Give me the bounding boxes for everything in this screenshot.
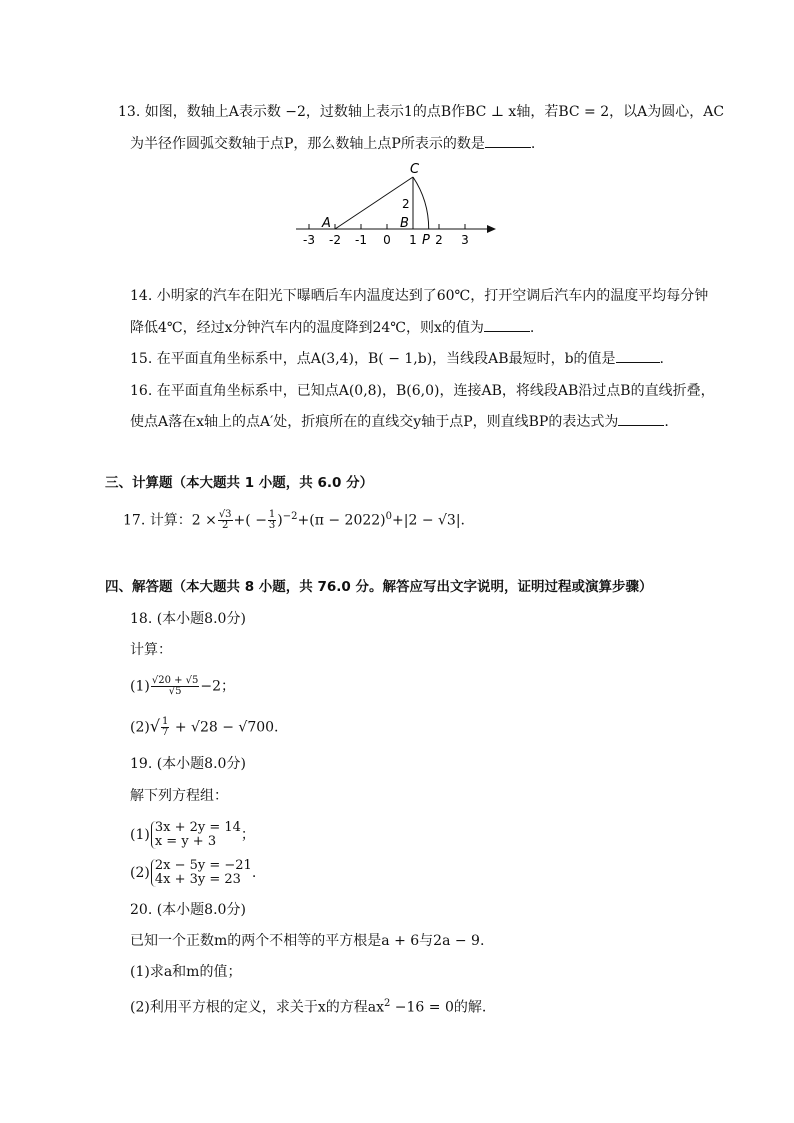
q14-end: . — [529, 320, 535, 336]
q18-intro: 计算： — [130, 642, 172, 658]
q13-text: 为半径作圆弧交数轴于点P，那么数轴上点P所表示的数是 — [130, 136, 485, 152]
label-a: A — [322, 216, 331, 231]
q18-part1 — [130, 676, 235, 697]
answer-blank — [484, 319, 530, 332]
q17-part: +(π − 2022) — [297, 512, 386, 529]
q20-intro: 已知一个正数m的两个不相等的平方根是a + 6与2a − 9. — [130, 933, 485, 949]
tick-label: -1 — [355, 233, 367, 247]
answer-blank — [485, 135, 531, 148]
part-label: (2) — [130, 719, 150, 736]
equation: 3x + 2y = 14 — [154, 820, 241, 835]
section-3-title: 三、计算题（本大题共 1 小题，共 6.0 分） — [105, 475, 374, 491]
q17-line — [123, 508, 465, 531]
q19-intro: 解下列方程组： — [130, 788, 228, 804]
q18-head: 18. (本小题8.0分) — [130, 611, 246, 627]
equation-system — [151, 859, 252, 887]
label-b: B — [400, 216, 409, 231]
q17-part: +|2 − √3|. — [392, 512, 465, 529]
section-4-title: 四、解答题（本大题共 8 小题，共 76.0 分。解答应写出文字说明，证明过程或演算步骤） — [105, 579, 653, 595]
q16-line2 — [130, 413, 669, 431]
q20-part2-text: −16 = 0的解. — [390, 999, 487, 1016]
tick-label: 0 — [383, 233, 391, 247]
tick-label: -2 — [329, 233, 341, 247]
q20-part1: (1)求a和m的值； — [130, 964, 242, 980]
sqrt-sign: √ — [149, 716, 161, 736]
q13-line1: 13. 如图，数轴上A表示数 −2，过数轴上表示1的点B作BC ⊥ x轴，若BC = 2，以A为圆心，AC — [118, 104, 725, 120]
fraction-denominator: 3 — [268, 520, 276, 532]
q19-part2-end: . — [251, 865, 257, 881]
q17-part: ) — [277, 512, 283, 529]
fraction — [151, 676, 200, 697]
part-label: (1) — [130, 827, 150, 843]
fraction — [218, 510, 233, 531]
q19-part1-end: ； — [240, 827, 255, 843]
fraction-denominator: 7 — [162, 727, 169, 738]
q20-part2 — [130, 995, 486, 1017]
arc-cp — [413, 177, 429, 229]
tick-label: 3 — [461, 233, 469, 247]
q16-text: 使点A落在x轴上的点A′处，折痕所在的直线交y轴于点P，则直线BP的表达式为 — [130, 414, 619, 430]
q15-text: 15. 在平面直角坐标系中，点A(3,4)，B( − 1,b)，当线段AB最短时，b的值是 — [130, 351, 616, 367]
q16-line1: 16. 在平面直角坐标系中，已知点A(0,8)，B(6,0)，连接AB，将线段AB沿过点B的直线折叠， — [130, 383, 715, 399]
fraction — [268, 510, 276, 531]
exponent: 2 — [383, 998, 391, 1009]
tick-label: 1 — [409, 233, 417, 247]
answer-blank — [616, 350, 660, 363]
q16-end: . — [664, 414, 669, 430]
number-line-figure — [290, 158, 510, 250]
exponent: −2 — [282, 511, 298, 522]
fraction-numerator: √20 + √5 — [151, 675, 199, 686]
fraction-numerator: √3 — [218, 509, 232, 521]
q17-part: +( − — [233, 512, 267, 529]
q17-prefix: 17. 计算：2 × — [123, 512, 217, 529]
q14-text: 降低4℃，经过x分钟汽车内的温度降到24℃，则x的值为 — [130, 320, 484, 336]
part-label: (2) — [130, 865, 150, 881]
tick-label: -3 — [303, 233, 315, 247]
equation: 4x + 3y = 23 — [154, 872, 241, 887]
equation: x = y + 3 — [154, 834, 217, 849]
equation: 2x − 5y = −21 — [154, 858, 252, 873]
answer-blank — [618, 413, 664, 426]
q18-part2-tail: + √28 − √700. — [170, 719, 279, 736]
fraction-denominator: √5 — [168, 686, 182, 697]
q20-head: 20. (本小题8.0分) — [130, 902, 246, 918]
q15-end: . — [659, 351, 664, 367]
q20-part2-text: (2)利用平方根的定义，求关于x的方程ax — [130, 999, 384, 1016]
equation-system — [151, 821, 241, 849]
label-bc-length: 2 — [402, 197, 410, 211]
q15-line — [130, 350, 664, 368]
fraction-numerator: 1 — [268, 509, 276, 521]
q14-line1: 14. 小明家的汽车在阳光下曝晒后车内温度达到了60℃，打开空调后汽车内的温度平均每分钟 — [130, 288, 709, 304]
tick-label: 2 — [435, 233, 443, 247]
label-p: P — [422, 233, 430, 248]
fraction — [161, 717, 169, 738]
q13-line2 — [130, 135, 535, 153]
q19-part1 — [130, 820, 255, 850]
axis-arrow — [487, 225, 496, 233]
fraction-numerator: 1 — [162, 716, 169, 727]
q18-part2 — [130, 717, 279, 738]
q19-head: 19. (本小题8.0分) — [130, 756, 246, 772]
fraction-denominator: 2 — [221, 520, 229, 532]
label-c: C — [410, 162, 420, 177]
q14-line2 — [130, 319, 534, 337]
q19-part2 — [130, 858, 256, 888]
part-label: (1) — [130, 678, 150, 695]
exponent: 0 — [385, 511, 393, 522]
q13-end: . — [530, 136, 536, 152]
q18-part1-tail: −2； — [200, 678, 236, 695]
